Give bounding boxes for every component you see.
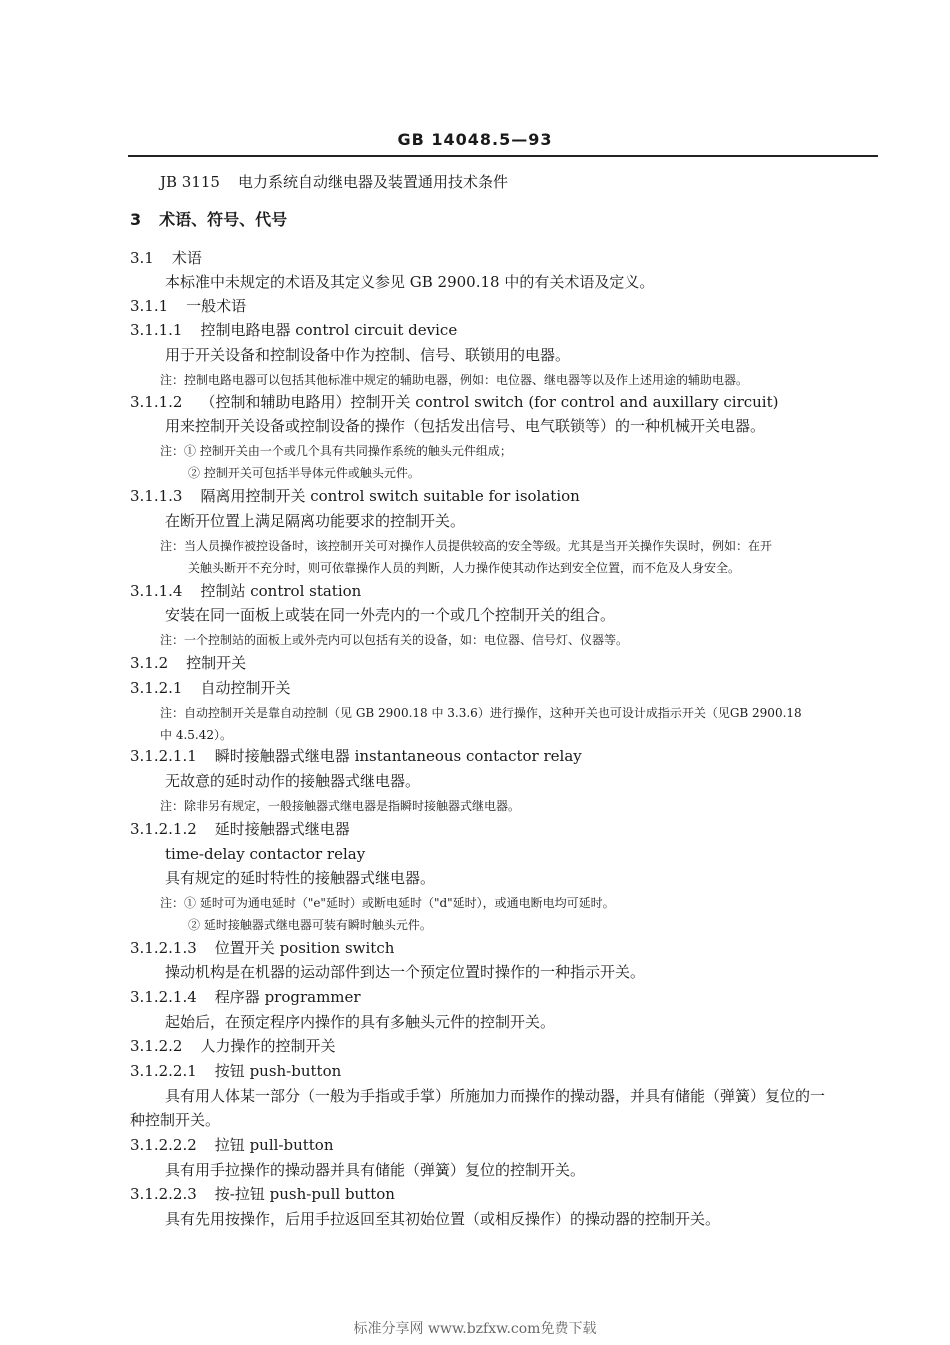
term-heading: 3.1.1.4 控制站 control station [130, 582, 362, 600]
term-heading: 3.1.2.2.3 按-拉钮 push-pull button [130, 1185, 395, 1203]
note: 注：当人员操作被控设备时，该控制开关可对操作人员提供较高的安全等级。尤其是当开关操作失误时，例如：在开 [160, 539, 773, 553]
definition: 具有规定的延时特性的接触器式继电器。 [165, 869, 436, 887]
definition: 起始后，在预定程序内操作的具有多触头元件的控制开关。 [165, 1013, 556, 1031]
definition: 具有用人体某一部分（一般为手指或手掌）所施加力而操作的操动器，并具有储能（弹簧）复位的一 [165, 1087, 826, 1105]
footer-watermark: 标准分享网 www.bzfxw.com免费下载 [353, 1321, 597, 1337]
note: 注：① 延时可为通电延时（"e"延时）或断电延时（"d"延时），或通电断电均可延时。 [160, 896, 615, 910]
header-title: GB 14048.5—93 [397, 130, 553, 149]
definition: 具有先用按操作，后用手拉返回至其初始位置（或相反操作）的操动器的控制开关。 [165, 1210, 721, 1228]
note: ② 控制开关可包括半导体元件或触头元件。 [188, 466, 420, 480]
term-heading: 3.1.1.1 控制电路电器 control circuit device [130, 321, 458, 339]
definition: 安装在同一面板上或装在同一外壳内的一个或几个控制开关的组合。 [165, 606, 616, 624]
term-heading: 3.1.2.1.3 位置开关 position switch [130, 939, 395, 957]
note: 注：控制电路电器可以包括其他标准中规定的辅助电器，例如：电位器、继电器等以及作上述用途的辅助电器。 [160, 373, 749, 387]
term-english: time-delay contactor relay [165, 845, 366, 863]
term-heading: 3.1.1.3 隔离用控制开关 control switch suitable for isolation [130, 487, 580, 505]
term-heading: 3.1.2.2.1 按钮 push-button [130, 1062, 342, 1080]
term-heading: 3.1.2.2 人力操作的控制开关 [130, 1037, 336, 1055]
term-heading: 3.1.2.1.4 程序器 programmer [130, 988, 361, 1006]
term-heading: 3.1.2.2.2 拉钮 pull-button [130, 1136, 334, 1154]
header-rule [128, 155, 878, 157]
note: 注：一个控制站的面板上或外壳内可以包括有关的设备，如：电位器、信号灯、仪器等。 [160, 633, 629, 647]
term-heading: 3.1.1.2 （控制和辅助电路用）控制开关 control switch (for control and auxillary circuit) [130, 393, 779, 411]
note: 注：自动控制开关是靠自动控制（见 GB 2900.18 中 3.3.6）进行操作，这种开关也可设计成指示开关（见GB 2900.18 [160, 706, 802, 720]
note: 关触头断开不充分时，则可依靠操作人员的判断，人力操作使其动作达到安全位置，而不危及人身安全。 [188, 561, 741, 575]
definition: 操动机构是在机器的运动部件到达一个预定位置时操作的一种指示开关。 [165, 963, 646, 981]
note: ② 延时接触器式继电器可装有瞬时触头元件。 [188, 918, 432, 932]
definition: 无故意的延时动作的接触器式继电器。 [165, 772, 421, 790]
note: 注：① 控制开关由一个或几个具有共同操作系统的触头元件组成； [160, 444, 512, 458]
term-heading: 3.1.2.1.2 延时接触器式继电器 [130, 820, 350, 838]
clause-heading: 3.1 术语 [130, 249, 202, 267]
term-heading: 3.1.2.1 自动控制开关 [130, 679, 291, 697]
note: 注：除非另有规定，一般接触器式继电器是指瞬时接触器式继电器。 [160, 799, 521, 813]
ref-line: JB 3115 电力系统自动继电器及装置通用技术条件 [160, 173, 508, 191]
note: 中 4.5.42）。 [160, 728, 232, 742]
paragraph: 本标准中未规定的术语及其定义参见 GB 2900.18 中的有关术语及定义。 [165, 273, 655, 291]
definition: 种控制开关。 [130, 1111, 221, 1129]
clause-heading: 3.1.2 控制开关 [130, 654, 247, 672]
definition: 用于开关设备和控制设备中作为控制、信号、联锁用的电器。 [165, 346, 571, 364]
definition: 在断开位置上满足隔离功能要求的控制开关。 [165, 512, 466, 530]
definition: 用来控制开关设备或控制设备的操作（包括发出信号、电气联锁等）的一种机械开关电器。 [165, 417, 766, 435]
clause-heading: 3.1.1 一般术语 [130, 297, 247, 315]
definition: 具有用手拉操作的操动器并具有储能（弹簧）复位的控制开关。 [165, 1161, 586, 1179]
term-heading: 3.1.2.1.1 瞬时接触器式继电器 instantaneous contactor relay [130, 747, 582, 765]
section-heading: 3 术语、符号、代号 [130, 210, 288, 229]
